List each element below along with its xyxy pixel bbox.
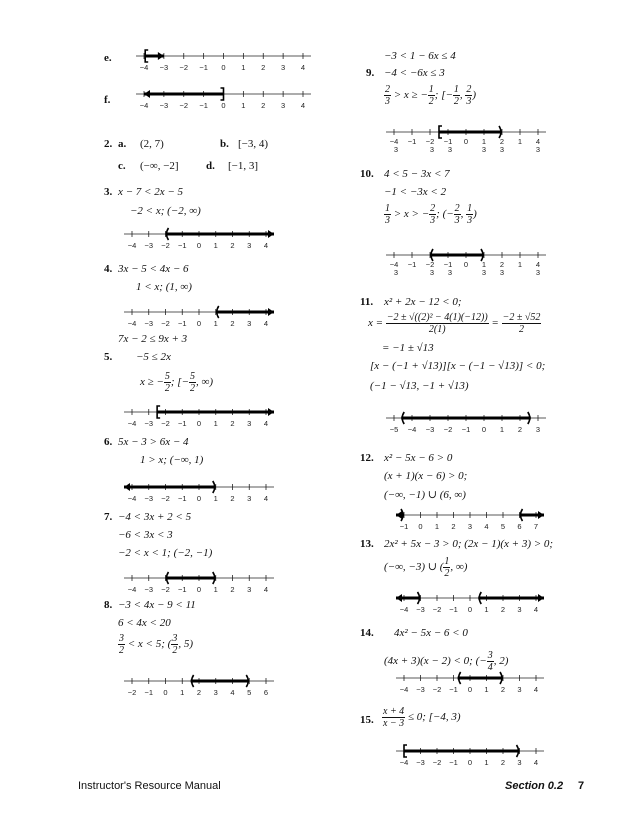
problem-9-line-2: $\frac{2}{3}$ > x ≥ − $\frac{1}{2}$ ; [− $\frac{1}{2}$ , $\frac{2}{3}$ ) <box>385 84 477 107</box>
tick-label: 4 <box>230 688 235 697</box>
tick-label: 0 <box>463 260 469 269</box>
problem-11-line-3: = −1 ± √13 <box>382 342 434 354</box>
tick-label: 3 <box>247 319 252 328</box>
problem-13-line-2: (−∞, −3) ∪ ( $\frac{1}{2}$ , ∞) <box>384 556 468 579</box>
tick-label: 4 <box>533 685 539 694</box>
problem-11-line-1: x² + 2x − 12 < 0; <box>384 296 462 308</box>
tick-label: −4 <box>127 319 137 328</box>
tick-label: −1 <box>199 101 208 110</box>
tick-label: 4 <box>535 137 541 146</box>
tick-label: 3 <box>393 268 399 277</box>
problem-12-line-2: (x + 1)(x − 6) > 0; <box>384 470 468 482</box>
number-line-4 <box>124 306 274 332</box>
tick-label: 1 <box>434 522 440 531</box>
tick-label: 4 <box>263 241 269 250</box>
tick-label: −2 <box>425 137 435 146</box>
problem-11-line-2: x = $\frac{\text{−2 ± √((2)² − 4(1)(−12))}}{2(1)}$ = $\frac{-2 \pm √52}{2}$ <box>368 312 541 335</box>
problem-7-line-3: −2 < x < 1; (−2, −1) <box>118 547 213 559</box>
tick-label: 4 <box>533 758 539 767</box>
tick-label: −2 <box>179 63 189 72</box>
tick-label: −4 <box>399 685 409 694</box>
tick-label: −1 <box>144 688 154 697</box>
tick-label: −2 <box>161 241 170 250</box>
problem-8-line-3: $\frac{3}{2}$ < x < 5; ( $\frac{3}{2}$ , 5) <box>119 633 193 656</box>
arrow-icon <box>124 483 130 491</box>
tick-label: 1 <box>213 241 218 250</box>
tick-label: −1 <box>177 319 187 328</box>
problem-8-line-1: −3 < 4x − 9 < 11 <box>118 599 196 611</box>
tick-label: 0 <box>163 688 168 697</box>
tick-label: −4 <box>399 605 409 614</box>
tick-label: −1 <box>177 494 187 503</box>
tick-label: 3 <box>247 585 252 594</box>
tick-label: −4 <box>389 260 399 269</box>
problem-8-line-2: 6 < 4x < 20 <box>118 617 171 629</box>
tick-label: −5 <box>389 425 399 434</box>
tick-label: −2 <box>161 419 170 428</box>
tick-label: −2 <box>161 585 170 594</box>
number-line-13 <box>396 592 544 618</box>
tick-label: −1 <box>443 260 453 269</box>
arrow-icon <box>396 511 402 519</box>
tick-label: 5 <box>500 522 506 531</box>
tick-label: 1 <box>481 137 487 146</box>
number-line-14 <box>396 672 544 698</box>
problem-9-number: 9. <box>366 67 375 79</box>
tick-label: 0 <box>467 605 473 614</box>
tick-label: 3 <box>499 268 505 277</box>
number-line-f <box>136 88 311 114</box>
problem-3-number: 3. <box>104 186 113 198</box>
tick-label: 3 <box>535 145 541 154</box>
tick-label: −2 <box>432 605 442 614</box>
footer-page-number: 7 <box>578 780 585 792</box>
item-f-label: f. <box>104 94 111 106</box>
tick-label: 3 <box>429 145 435 154</box>
tick-label: −4 <box>139 101 149 110</box>
tick-label: 2 <box>230 319 235 328</box>
tick-label: −2 <box>161 494 170 503</box>
tick-label: 3 <box>429 268 435 277</box>
tick-label: 5 <box>247 688 252 697</box>
tick-label: 2 <box>261 101 266 110</box>
tick-label: 0 <box>196 319 202 328</box>
problem-10-line-1: 4 < 5 − 3x < 7 <box>384 168 450 180</box>
tick-label: 3 <box>281 101 286 110</box>
tick-label: 0 <box>196 419 202 428</box>
problem-2c-label: c. <box>118 160 126 172</box>
problem-2a-label: a. <box>118 138 127 150</box>
tick-label: −1 <box>407 137 417 146</box>
tick-label: 3 <box>247 241 252 250</box>
tick-label: −3 <box>416 605 425 614</box>
number-line-e <box>136 50 311 76</box>
tick-label: 3 <box>481 145 487 154</box>
tick-label: −3 <box>144 419 154 428</box>
tick-label: 0 <box>467 758 473 767</box>
tick-label: 2 <box>230 419 235 428</box>
problem-14-line-1: 4x² − 5x − 6 < 0 <box>394 627 468 639</box>
number-line-3 <box>124 228 274 254</box>
tick-label: 4 <box>263 319 269 328</box>
tick-label: 0 <box>418 522 423 531</box>
arrow-icon <box>538 511 544 519</box>
tick-label: 3 <box>517 685 522 694</box>
tick-label: 1 <box>499 425 505 434</box>
tick-label: 0 <box>221 63 226 72</box>
problem-13-number: 13. <box>360 538 374 550</box>
tick-label: −4 <box>389 137 399 146</box>
tick-label: −2 <box>127 688 137 697</box>
tick-label: 3 <box>447 145 453 154</box>
tick-label: 2 <box>500 605 506 614</box>
tick-label: 3 <box>213 688 218 697</box>
tick-label: −2 <box>443 425 453 434</box>
number-line-15 <box>396 745 544 771</box>
tick-label: −2 <box>432 758 442 767</box>
tick-label: −3 <box>159 63 169 72</box>
tick-label: 1 <box>213 494 218 503</box>
problem-4-line-1: 3x − 5 < 4x − 6 <box>118 263 189 275</box>
tick-label: −1 <box>177 241 187 250</box>
tick-label: 0 <box>481 425 487 434</box>
problem-10-line-2: −1 < −3x < 2 <box>384 186 447 198</box>
number-line-6 <box>124 481 274 507</box>
tick-label: −1 <box>199 63 208 72</box>
tick-label: 3 <box>281 63 286 72</box>
arrow-icon <box>396 594 402 602</box>
arrow-icon <box>538 594 544 602</box>
tick-label: −4 <box>127 494 137 503</box>
tick-label: 2 <box>499 260 505 269</box>
problem-4-number: 4. <box>104 263 113 275</box>
number-line-8 <box>124 675 274 701</box>
tick-label: 3 <box>535 425 541 434</box>
problem-6-line-1: 5x − 3 > 6x − 4 <box>118 436 189 448</box>
tick-label: 1 <box>517 137 523 146</box>
tick-label: 1 <box>213 419 218 428</box>
tick-label: 1 <box>180 688 185 697</box>
problem-10-number: 10. <box>360 168 374 180</box>
tick-label: 3 <box>247 494 252 503</box>
tick-label: 4 <box>300 63 306 72</box>
tick-label: 4 <box>263 419 269 428</box>
problem-9-line-1: −4 < −6x ≤ 3 <box>384 67 445 79</box>
tick-label: 4 <box>300 101 306 110</box>
tick-label: −1 <box>449 685 458 694</box>
tick-label: 3 <box>447 268 453 277</box>
tick-label: −3 <box>144 585 154 594</box>
tick-label: 2 <box>230 241 235 250</box>
tick-label: −2 <box>432 685 442 694</box>
problem-7-line-2: −6 < 3x < 3 <box>118 529 173 541</box>
tick-label: −1 <box>177 419 187 428</box>
problem-2a-answer: (2, 7) <box>140 138 164 150</box>
tick-label: −3 <box>416 685 425 694</box>
tick-label: −1 <box>399 522 409 531</box>
tick-label: 7 <box>533 522 539 531</box>
number-line-9 <box>386 126 546 152</box>
tick-label: 1 <box>213 319 218 328</box>
problem-8-number: 8. <box>104 599 113 611</box>
tick-label: 2 <box>499 137 505 146</box>
arrow-icon <box>268 408 274 416</box>
problem-9-line-0: −3 < 1 − 6x ≤ 4 <box>384 50 456 62</box>
tick-label: 3 <box>467 522 473 531</box>
tick-label: −4 <box>127 585 137 594</box>
tick-label: −3 <box>144 241 154 250</box>
tick-label: 0 <box>221 101 226 110</box>
problem-5-line-1: −5 ≤ 2x <box>136 351 171 363</box>
arrow-icon <box>268 308 274 316</box>
tick-label: 1 <box>484 685 489 694</box>
tick-label: −4 <box>399 758 409 767</box>
tick-label: 1 <box>517 260 523 269</box>
tick-label: −3 <box>416 758 425 767</box>
tick-label: −4 <box>139 63 149 72</box>
tick-label: 2 <box>451 522 456 531</box>
tick-label: 0 <box>196 585 202 594</box>
tick-label: 6 <box>263 688 269 697</box>
problem-12-line-1: x² − 5x − 6 > 0 <box>384 452 453 464</box>
problem-12-line-3: (−∞, −1) ∪ (6, ∞) <box>384 489 466 501</box>
tick-label: −1 <box>449 758 458 767</box>
footer-manual-title: Instructor's Resource Manual <box>78 780 221 792</box>
number-line-7 <box>124 572 274 598</box>
tick-label: −1 <box>461 425 471 434</box>
problem-11-number: 11. <box>360 296 374 308</box>
tick-label: −1 <box>177 585 187 594</box>
tick-label: −3 <box>144 494 154 503</box>
tick-label: −3 <box>159 101 169 110</box>
problem-5-line-0: 7x − 2 ≤ 9x + 3 <box>118 333 188 345</box>
tick-label: 2 <box>517 425 523 434</box>
problem-13-line-1: 2x² + 5x − 3 > 0; (2x − 1)(x + 3) > 0; <box>384 538 554 550</box>
number-line-11 <box>386 412 546 438</box>
tick-label: 1 <box>213 585 218 594</box>
number-line-10 <box>386 249 546 275</box>
tick-label: 2 <box>230 494 235 503</box>
footer-section: Section 0.2 <box>505 780 564 792</box>
tick-label: −4 <box>127 419 137 428</box>
tick-label: 4 <box>263 585 269 594</box>
problem-11-line-5: (−1 − √13, −1 + √13) <box>370 380 469 392</box>
tick-label: −4 <box>407 425 417 434</box>
tick-label: −1 <box>407 260 417 269</box>
tick-label: 1 <box>481 260 487 269</box>
tick-label: 0 <box>196 241 202 250</box>
problem-14-line-2: (4x + 3)(x − 2) < 0; (− $\frac{3}{4}$ , 2) <box>384 650 509 673</box>
problem-7-line-1: −4 < 3x + 2 < 5 <box>118 511 192 523</box>
tick-label: 3 <box>517 758 522 767</box>
problem-2d-label: d. <box>206 160 215 172</box>
item-e-label: e. <box>104 52 112 64</box>
tick-label: 0 <box>467 685 473 694</box>
tick-label: −2 <box>179 101 189 110</box>
tick-label: 2 <box>230 585 235 594</box>
tick-label: 3 <box>517 605 522 614</box>
tick-label: 1 <box>241 101 246 110</box>
tick-label: 1 <box>241 63 246 72</box>
tick-label: −2 <box>425 260 435 269</box>
problem-3-line-1: x − 7 < 2x − 5 <box>118 186 184 198</box>
tick-label: −2 <box>161 319 170 328</box>
tick-label: 3 <box>499 145 505 154</box>
tick-label: 2 <box>500 685 506 694</box>
problem-14-number: 14. <box>360 627 374 639</box>
tick-label: 3 <box>247 419 252 428</box>
tick-label: 6 <box>517 522 522 531</box>
tick-label: 2 <box>261 63 266 72</box>
problem-2d-answer: [−1, 3] <box>228 160 259 172</box>
arrow-icon <box>268 230 274 238</box>
problem-5-line-2: x ≥ − $\frac{5}{2}$ ; [− $\frac{5}{2}$ , ∞) <box>140 371 213 394</box>
problem-2c-answer: (−∞, −2] <box>140 160 179 172</box>
tick-label: 3 <box>393 145 399 154</box>
problem-2b-label: b. <box>220 138 229 150</box>
number-line-12 <box>396 509 544 535</box>
problem-2b-answer: [−3, 4) <box>238 138 269 150</box>
problem-6-number: 6. <box>104 436 113 448</box>
tick-label: 0 <box>196 494 202 503</box>
tick-label: −3 <box>425 425 435 434</box>
tick-label: 2 <box>196 688 202 697</box>
arrow-icon <box>158 52 164 60</box>
problem-11-line-4: [x − (−1 + √13)][x − (−1 − √13)] < 0; <box>370 360 546 372</box>
problem-4-line-2: 1 < x; (1, ∞) <box>136 281 192 293</box>
tick-label: 4 <box>535 260 541 269</box>
tick-label: 1 <box>484 758 489 767</box>
tick-label: 4 <box>484 522 489 531</box>
problem-7-number: 7. <box>104 511 113 523</box>
problem-6-line-2: 1 > x; (−∞, 1) <box>140 454 204 466</box>
tick-label: 2 <box>500 758 506 767</box>
tick-label: 3 <box>481 268 487 277</box>
tick-label: 0 <box>463 137 469 146</box>
tick-label: 4 <box>263 494 269 503</box>
tick-label: 1 <box>484 605 489 614</box>
tick-label: 3 <box>535 268 541 277</box>
problem-2-number: 2. <box>104 138 113 150</box>
tick-label: 4 <box>533 605 539 614</box>
problem-15-line-1: $\frac{x + 4}{x - 3}$ ≤ 0; [−4, 3) <box>383 706 461 729</box>
tick-label: −1 <box>443 137 453 146</box>
problem-15-number: 15. <box>360 714 374 726</box>
arrow-icon <box>144 90 150 98</box>
tick-label: −4 <box>127 241 137 250</box>
problem-3-line-2: −2 < x; (−2, ∞) <box>130 205 201 217</box>
tick-label: −1 <box>449 605 458 614</box>
problem-10-line-3: $\frac{1}{3}$ > x > − $\frac{2}{3}$ ; (− $\frac{2}{3}$ , $\frac{1}{3}$ ) <box>385 203 477 226</box>
number-line-5 <box>124 406 274 432</box>
problem-12-number: 12. <box>360 452 374 464</box>
problem-5-number: 5. <box>104 351 113 363</box>
tick-label: −3 <box>144 319 154 328</box>
